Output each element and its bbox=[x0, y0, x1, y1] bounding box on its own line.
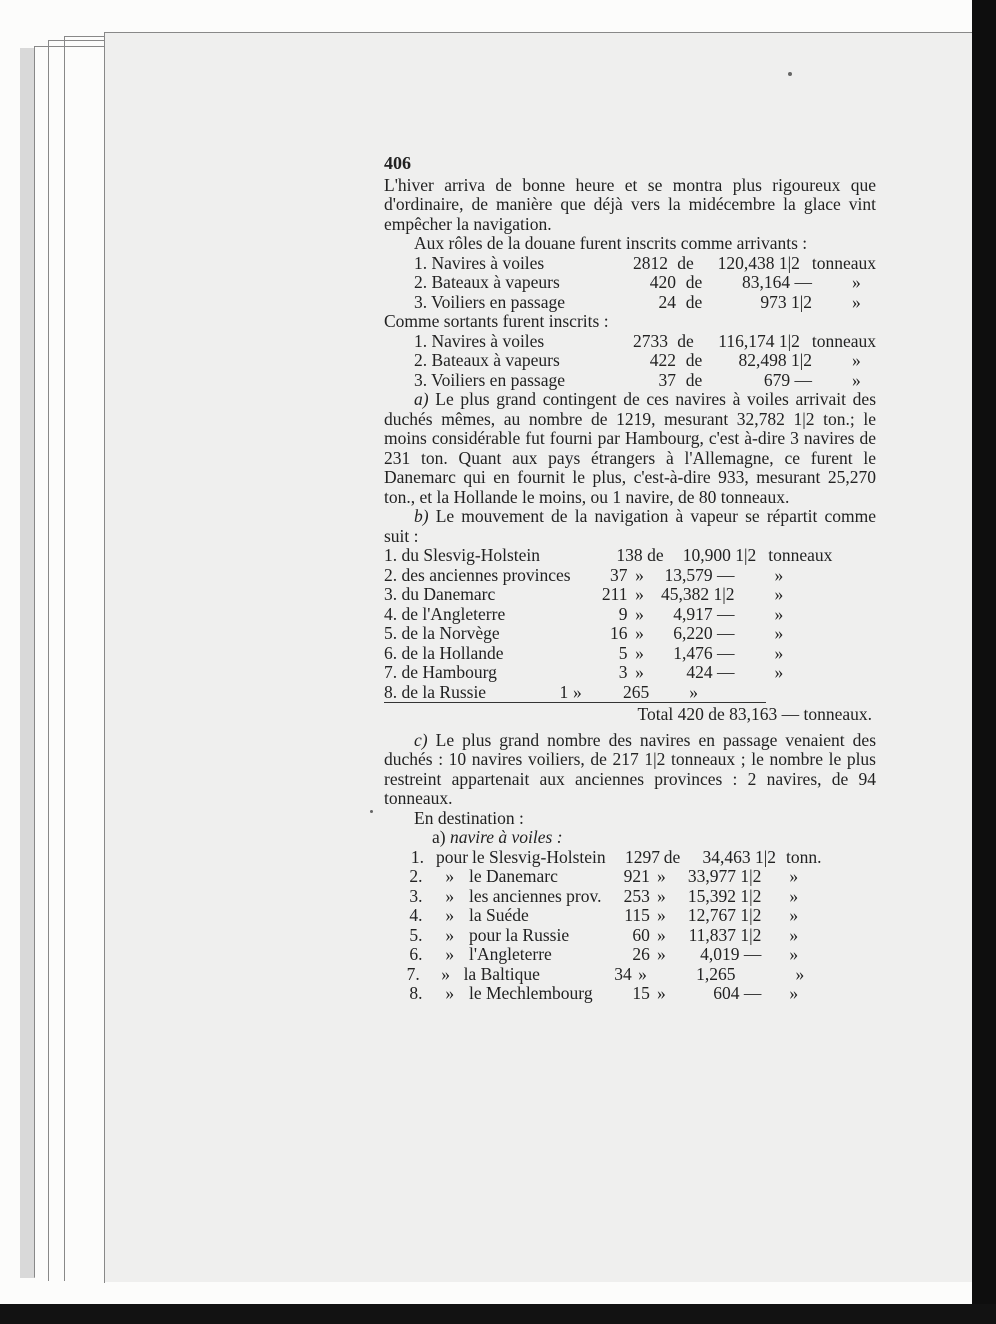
row-destination: la Baltique bbox=[463, 963, 540, 984]
row-count: 37 bbox=[610, 564, 628, 585]
row-tonnage: 265 bbox=[622, 681, 650, 702]
row-tonnage: 6,220 — bbox=[673, 623, 735, 643]
table-row bbox=[384, 887, 876, 907]
row-de: » bbox=[657, 905, 666, 925]
paragraph-marker: b) bbox=[414, 506, 429, 526]
destinations-table bbox=[384, 848, 876, 1004]
arrivals-intro: Aux rôles de la douane furent inscrits comme arrivants : bbox=[414, 233, 808, 253]
row-unit: » bbox=[774, 603, 784, 624]
row-de: » bbox=[657, 924, 666, 945]
row-index: 4. bbox=[409, 905, 423, 925]
row-unit: » bbox=[774, 584, 784, 604]
page-number: 406 bbox=[384, 153, 411, 173]
row-de: » bbox=[572, 681, 582, 702]
row-label: 2. Bateaux à vapeurs bbox=[414, 272, 560, 292]
row-mark: » bbox=[445, 924, 455, 945]
row-mark: » bbox=[445, 983, 455, 1003]
row-de: de bbox=[663, 846, 681, 867]
speck bbox=[788, 72, 792, 76]
row-de: de bbox=[647, 545, 664, 565]
table-row bbox=[384, 663, 876, 683]
row-unit: » bbox=[774, 564, 784, 585]
row-count: 921 bbox=[623, 866, 650, 886]
row-count: 3 bbox=[618, 662, 628, 682]
steam-table bbox=[384, 546, 876, 725]
row-mark: » bbox=[441, 963, 451, 984]
row-de: » bbox=[638, 963, 647, 984]
destination-heading: En destination : bbox=[414, 807, 524, 828]
row-unit: » bbox=[774, 642, 784, 663]
row-unit: » bbox=[852, 369, 861, 390]
paragraph-marker: c) bbox=[414, 729, 428, 750]
row-destination: les anciennes prov. bbox=[468, 885, 602, 906]
row-label: 6. de la Hollande bbox=[384, 642, 504, 663]
row-de: de bbox=[685, 272, 703, 292]
row-unit: » bbox=[789, 885, 799, 906]
row-destination: le Danemarc bbox=[468, 866, 558, 886]
row-tonnage: 33,977 1|2 bbox=[687, 866, 762, 886]
paragraph-text: Le plus grand nombre des navires en passage venaient des duchés : 10 navires voiliers, de 217 1|2 tonneaux ; le nombre le plus restreint appartenait aux anciennes provinces : 2 navires, de 94 tonneaux. bbox=[384, 729, 877, 808]
paragraph-text: Le mouvement de la navigation à vapeur se répartit comme suit : bbox=[384, 506, 877, 546]
row-index: 2. bbox=[409, 866, 423, 886]
row-count: 138 bbox=[616, 545, 643, 565]
row-de: » bbox=[635, 564, 644, 585]
row-tonnage: 83,164 — bbox=[742, 272, 812, 292]
row-tonnage: 679 — bbox=[763, 369, 812, 390]
row-label: 2. Bateaux à vapeurs bbox=[414, 350, 560, 370]
row-label: 3. Voiliers en passage bbox=[414, 291, 565, 312]
row-tonnage: 424 — bbox=[686, 662, 735, 682]
paragraph-a bbox=[384, 390, 876, 507]
row-tonnage: 45,382 1|2 bbox=[661, 584, 735, 604]
table-row bbox=[384, 683, 766, 704]
row-count: 15 bbox=[632, 983, 650, 1003]
row-de: » bbox=[635, 623, 644, 643]
row-de: » bbox=[657, 983, 666, 1003]
row-unit: » bbox=[774, 662, 784, 682]
row-de: de bbox=[677, 252, 694, 273]
row-unit: » bbox=[852, 291, 861, 312]
row-tonnage: 10,900 1|2 bbox=[682, 545, 757, 565]
row-label: 4. de l'Angleterre bbox=[384, 603, 506, 624]
row-label: 3. du Danemarc bbox=[384, 584, 496, 604]
subheading-text: navire à voiles : bbox=[449, 827, 563, 847]
row-tonnage: 4,019 — bbox=[700, 944, 762, 964]
row-tonnage: 4,917 — bbox=[673, 603, 735, 624]
row-index: 3. bbox=[409, 885, 423, 906]
row-destination: l'Angleterre bbox=[468, 944, 552, 964]
row-de: » bbox=[635, 584, 644, 604]
row-tonnage: 120,438 1|2 bbox=[717, 252, 800, 273]
row-index: 6. bbox=[409, 944, 423, 964]
scanner-border-bottom bbox=[0, 1304, 996, 1324]
row-unit: » bbox=[774, 623, 784, 643]
paragraph-marker: a) bbox=[414, 389, 429, 409]
table-row bbox=[384, 945, 876, 965]
row-unit: » bbox=[852, 272, 861, 292]
row-label: 3. Voiliers en passage bbox=[414, 369, 565, 390]
row-label: 1. Navires à voiles bbox=[414, 330, 545, 351]
row-count: 2812 bbox=[633, 252, 668, 273]
row-label: 5. de la Norvège bbox=[384, 623, 500, 643]
table-row bbox=[384, 351, 876, 371]
row-index: 7. bbox=[406, 963, 420, 984]
table-row bbox=[384, 254, 876, 274]
row-unit: tonneaux bbox=[811, 252, 877, 273]
row-de: de bbox=[685, 369, 703, 390]
destination-subheading bbox=[384, 828, 876, 848]
row-mark: » bbox=[445, 905, 455, 925]
row-count: 16 bbox=[610, 623, 628, 643]
row-de: de bbox=[677, 330, 694, 351]
table-row bbox=[384, 984, 876, 1004]
row-count: 26 bbox=[632, 944, 650, 964]
table-row bbox=[384, 566, 876, 586]
row-de: » bbox=[635, 603, 644, 624]
row-unit: » bbox=[789, 924, 799, 945]
row-destination: la Suéde bbox=[468, 905, 529, 925]
row-unit: tonn. bbox=[786, 846, 822, 867]
row-count: 115 bbox=[624, 905, 650, 925]
table-row bbox=[384, 332, 876, 352]
row-unit: » bbox=[789, 944, 799, 964]
row-de: » bbox=[635, 662, 644, 682]
row-unit: » bbox=[795, 963, 805, 984]
departures-intro: Comme sortants furent inscrits : bbox=[384, 311, 609, 331]
row-count: 2733 bbox=[633, 330, 668, 351]
row-unit: » bbox=[789, 983, 799, 1003]
row-tonnage: 82,498 1|2 bbox=[738, 350, 812, 370]
row-count: 1297 bbox=[625, 846, 660, 867]
row-de: » bbox=[657, 944, 666, 964]
row-de: de bbox=[685, 291, 703, 312]
arrivals-table bbox=[384, 254, 876, 313]
row-tonnage: 116,174 1|2 bbox=[718, 330, 800, 351]
row-count: 9 bbox=[618, 603, 628, 624]
row-de: » bbox=[635, 642, 644, 663]
row-label: 2. des anciennes provinces bbox=[384, 564, 571, 585]
row-count: 24 bbox=[658, 291, 676, 312]
paragraph-marker: a) bbox=[432, 827, 446, 847]
row-label: 1. du Slesvig-Holstein bbox=[384, 545, 541, 565]
row-de: de bbox=[685, 350, 703, 370]
row-label: 7. de Hambourg bbox=[384, 662, 497, 682]
table-row bbox=[384, 546, 876, 566]
row-label: 8. de la Russie bbox=[384, 681, 487, 702]
row-count: 1 bbox=[559, 681, 569, 702]
row-count: 422 bbox=[649, 350, 676, 370]
row-mark: pour bbox=[435, 846, 469, 867]
table-row bbox=[384, 371, 876, 391]
row-tonnage: 15,392 1|2 bbox=[687, 885, 762, 906]
row-tonnage: 973 1|2 bbox=[760, 291, 812, 312]
row-unit: tonneaux bbox=[811, 330, 877, 351]
scanner-border-right bbox=[972, 0, 996, 1324]
page-content bbox=[384, 154, 876, 1004]
row-label: 1. Navires à voiles bbox=[414, 252, 545, 273]
row-mark: » bbox=[445, 866, 455, 886]
row-count: 60 bbox=[632, 924, 650, 945]
row-count: 5 bbox=[618, 642, 628, 663]
row-mark: » bbox=[445, 944, 455, 964]
table-row bbox=[384, 605, 876, 625]
row-index: 5. bbox=[409, 924, 423, 945]
row-tonnage: 13,579 — bbox=[664, 564, 735, 585]
row-unit: » bbox=[789, 905, 799, 925]
table-row bbox=[384, 926, 876, 946]
departures-table bbox=[384, 332, 876, 391]
row-tonnage: 12,767 1|2 bbox=[687, 905, 762, 925]
row-unit: » bbox=[789, 866, 799, 886]
row-tonnage: 604 — bbox=[713, 983, 762, 1003]
row-tonnage: 1,476 — bbox=[673, 642, 735, 663]
row-unit: » bbox=[852, 350, 861, 370]
row-de: » bbox=[657, 866, 666, 886]
table-row bbox=[384, 273, 876, 293]
row-unit: » bbox=[689, 681, 698, 702]
table-row bbox=[384, 906, 876, 926]
row-count: 211 bbox=[601, 584, 628, 604]
paragraph-text: Le plus grand contingent de ces navires à voiles arrivait des duchés mêmes, au nombre de 1219, mesurant 32,782 1|2 ton.; le moins considérable fut fourni par Hambourg, c'est à-dire 3 navires de 231 ton. Quant aux pays étrangers à l'Allemagne, ce furent le Danemarc qui en fournit le plus, c'est-à-dire 933, mesurant 25,270 ton., et la Hollande le moins, ou 1 navire, de 80 tonneaux. bbox=[384, 389, 877, 507]
row-tonnage: 1,265 bbox=[696, 963, 736, 984]
row-de: » bbox=[657, 885, 666, 906]
row-destination: pour la Russie bbox=[468, 924, 570, 945]
book-edge-shadow bbox=[20, 48, 35, 1278]
row-index: 8. bbox=[409, 983, 423, 1003]
row-count: 37 bbox=[658, 369, 676, 390]
table-row bbox=[384, 867, 876, 887]
row-destination: le Mechlembourg bbox=[468, 983, 593, 1003]
row-count: 253 bbox=[623, 885, 650, 906]
table-row bbox=[384, 293, 876, 313]
row-count: 420 bbox=[649, 272, 676, 292]
row-tonnage: 11,837 1|2 bbox=[688, 924, 762, 945]
table-row bbox=[384, 848, 876, 868]
row-count: 34 bbox=[614, 963, 632, 984]
row-mark: » bbox=[445, 885, 455, 906]
steam-total: Total 420 de 83,163 — tonneaux. bbox=[637, 704, 872, 724]
paragraph-c bbox=[384, 731, 876, 809]
table-row bbox=[384, 624, 876, 644]
row-tonnage: 34,463 1|2 bbox=[702, 846, 776, 867]
table-row bbox=[384, 585, 876, 605]
row-unit: tonneaux bbox=[768, 545, 833, 565]
row-destination: le Slesvig-Holstein bbox=[472, 846, 606, 867]
intro-paragraph: L'hiver arriva de bonne heure et se montra plus rigoureux que d'ordinaire, de manière que déjà vers la midécembre la glace vint empêcher la navigation. bbox=[384, 174, 876, 234]
paragraph-b bbox=[384, 507, 876, 546]
table-row bbox=[384, 965, 876, 985]
row-index: 1. bbox=[410, 846, 424, 867]
speck bbox=[370, 810, 373, 813]
table-row bbox=[384, 644, 876, 664]
